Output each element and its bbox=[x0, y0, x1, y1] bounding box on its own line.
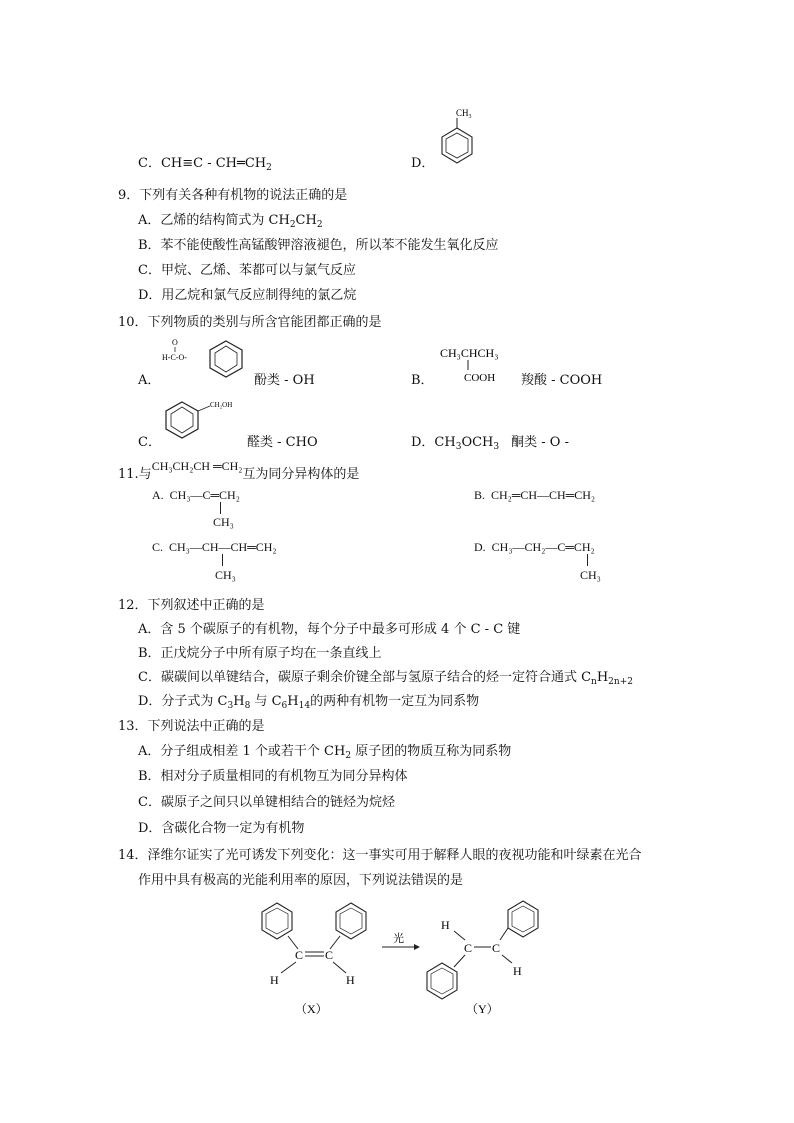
q11-option-c: C. CH₃—CH—CH═CH₂ bbox=[152, 540, 277, 554]
q12-option-c: C．碳碳间以单键结合，碳原子剩余价键全部与氢原子结合的烃一定符合通式 $C_nH_{2n+2}$ bbox=[138, 670, 633, 687]
q10-option-d: D．$CH_3OCH_3$ 酮类 - O - bbox=[411, 435, 569, 452]
x-hydrogen-right: H bbox=[346, 973, 355, 987]
q11-option-d: D. CH₃—CH₂—C═CH₂ bbox=[474, 540, 595, 554]
q9-option-d: D．用乙烷和氯气反应制得纯的氯乙烷 bbox=[138, 288, 357, 303]
y-hydrogen-bottom: H bbox=[513, 964, 522, 978]
q14-stem-line1: 14．泽维尔证实了光可诱发下列变化：这一事实可用于解释人眼的夜视功能和叶绿素在光合 bbox=[118, 848, 642, 863]
q11-c-branch-bond bbox=[222, 554, 223, 566]
y-hydrogen-top: H bbox=[441, 918, 450, 932]
y-carbon-left: C bbox=[464, 941, 473, 955]
q8-option-d-label: D． bbox=[411, 156, 435, 171]
q12-option-a: A．含 5 个碳原子的有机物，每个分子中最多可形成 4 个 C - C 键 bbox=[138, 622, 521, 637]
q9-stem: 9．下列有关各种有机物的说法正确的是 bbox=[118, 188, 348, 203]
b-cooh-label: COOH bbox=[464, 372, 496, 384]
y-carbon-right: C bbox=[492, 941, 501, 955]
q13-option-c: C．碳原子之间只以单键相结合的链烃为烷烃 bbox=[138, 795, 395, 810]
q13-option-d: D．含碳化合物一定为有机物 bbox=[138, 821, 305, 836]
molecule-y bbox=[427, 901, 538, 1016]
formate-chain-label: H-C-O- bbox=[162, 353, 187, 362]
phenyl-formate-structure bbox=[162, 337, 252, 387]
b-chain-label: CH₃CHCH₃ bbox=[440, 346, 499, 360]
q9-option-b: B．苯不能使酸性高锰酸钾溶液褪色，所以苯不能发生氧化反应 bbox=[138, 238, 499, 253]
x-carbon-right: C bbox=[325, 948, 334, 962]
q11-d-branch: CH₃ bbox=[580, 568, 601, 582]
toluene-structure bbox=[436, 104, 486, 170]
x-carbon-left: C bbox=[295, 948, 304, 962]
benzyl-alcohol-structure bbox=[160, 398, 240, 448]
q13-stem: 13．下列说法中正确的是 bbox=[118, 719, 265, 734]
label-y: （Y） bbox=[466, 1002, 499, 1016]
q12-option-b: B．正戊烷分子中所有原子均在一条直线上 bbox=[138, 646, 382, 661]
q11-c-branch: CH₃ bbox=[215, 568, 236, 582]
q9-option-a: A．乙烯的结构简式为 $CH_2CH_2$ bbox=[138, 213, 323, 230]
q11-d-branch-bond bbox=[587, 554, 588, 566]
q8-option-c: C．$CH\equiv C - CH═CH_2$ bbox=[138, 156, 272, 173]
q11-a-branch: CH₃ bbox=[213, 515, 234, 529]
q11-stem: 11.与CH₃CH₂CH ═CH₂互为同分异构体的是 bbox=[118, 459, 360, 482]
q13-option-a: A．分子组成相差 1 个或若干个 $CH_2$ 原子团的物质互称为同系物 bbox=[138, 744, 512, 761]
label-x: （X） bbox=[295, 1002, 328, 1016]
q10-option-c-class: 醛类 - CHO bbox=[247, 435, 318, 450]
formate-carbonyl-o: O bbox=[172, 338, 178, 347]
q9-option-c: C．甲烷、乙烯、苯都可以与氯气反应 bbox=[138, 263, 356, 278]
isobutyric-acid-structure bbox=[438, 343, 518, 387]
toluene-ch3-label: $CH_3$ bbox=[456, 108, 472, 120]
reaction-arrow bbox=[382, 931, 420, 950]
q10-option-a-class: 酚类 - OH bbox=[254, 373, 315, 388]
benzyl-ch2oh-label: CH₂OH bbox=[210, 401, 233, 409]
q12-option-d: D．分子式为 $C_3H_8$ 与 $C_6H_{14}$的两种有机物一定互为同系物 bbox=[138, 694, 480, 711]
molecule-x bbox=[262, 903, 366, 1016]
q10-option-c-label: C． bbox=[138, 435, 161, 450]
q10-option-b-label: B． bbox=[411, 373, 434, 388]
x-hydrogen-left: H bbox=[270, 973, 279, 987]
q14-stem-line2: 作用中具有极高的光能利用率的原因，下列说法错误的是 bbox=[138, 873, 464, 888]
q11-option-b: B. CH₂═CH—CH═CH₂ bbox=[474, 488, 596, 502]
q11-option-a: A. CH₃—C═CH₂ bbox=[152, 488, 240, 502]
q13-option-b: B．相对分子质量相同的有机物互为同分异构体 bbox=[138, 769, 408, 784]
q10-option-a-label: A． bbox=[138, 373, 161, 388]
q10-stem: 10．下列物质的类别与所含官能团都正确的是 bbox=[118, 315, 382, 330]
arrow-label-light: 光 bbox=[393, 933, 404, 945]
isomerization-diagram bbox=[240, 895, 560, 1025]
q12-stem: 12．下列叙述中正确的是 bbox=[118, 598, 265, 613]
q10-option-b-class: 羧酸 - COOH bbox=[521, 373, 603, 388]
